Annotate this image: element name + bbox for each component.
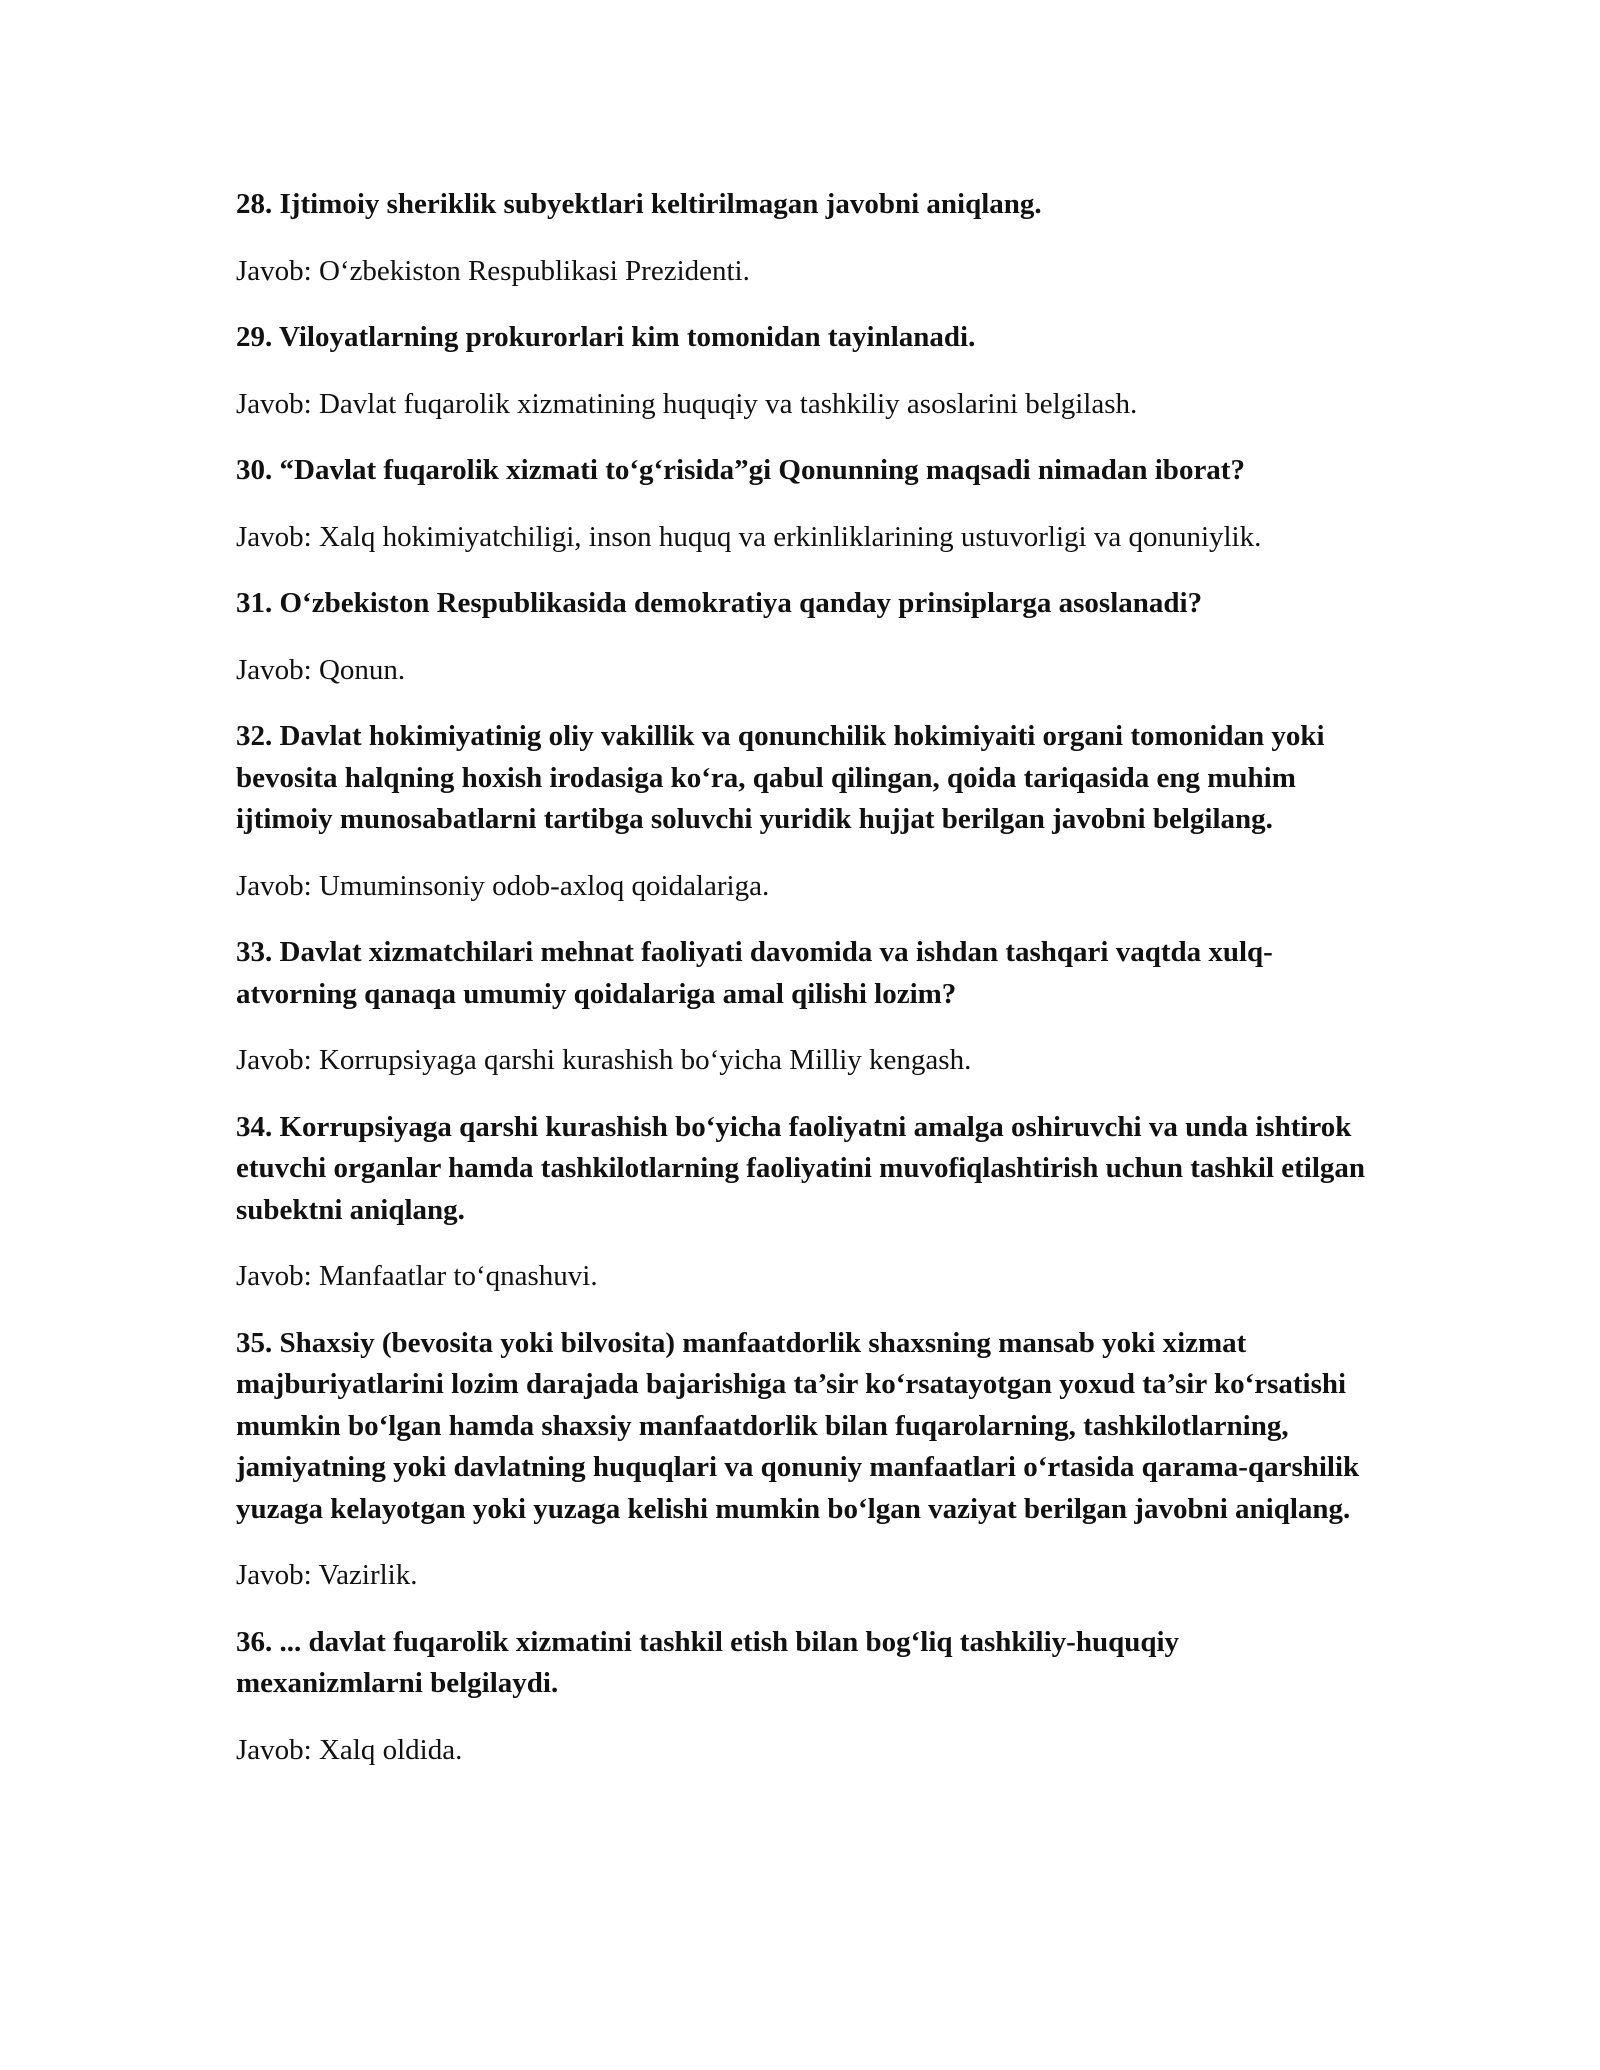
qa-item-28 (236, 184, 1366, 292)
answer-35: Javob: Vazirlik. (236, 1559, 418, 1591)
question-28: 28. Ijtimoiy sheriklik subyektlari keltirilmagan javobni aniqlang. (236, 188, 1042, 220)
qa-item-35 (236, 1323, 1366, 1597)
question-30: 30. “Davlat fuqarolik xizmati to‘g‘risida”gi Qonunning maqsadi nimadan iborat? (236, 454, 1245, 486)
answer-34: Javob: Manfaatlar to‘qnashuvi. (236, 1260, 598, 1292)
question-33: 33. Davlat xizmatchilari mehnat faoliyati davomida va ishdan tashqari vaqtda xulq-atvorning qanaqa umumiy qoidalariga amal qilishi lozim? (236, 936, 1273, 1010)
qa-item-33 (236, 932, 1366, 1082)
qa-item-32 (236, 716, 1366, 907)
answer-32: Javob: Umuminsoniy odob-axloq qoidalariga. (236, 869, 770, 902)
question-31: 31. O‘zbekiston Respublikasida demokratiya qanday prinsiplarga asoslanadi? (236, 587, 1203, 619)
document-page (236, 184, 1366, 1796)
qa-item-31 (236, 583, 1366, 691)
answer-30: Javob: Xalq hokimiyatchiligi, inson huquq va erkinliklarining ustuvorligi va qonuniylik. (236, 520, 1262, 553)
answer-31: Javob: Qonun. (236, 653, 406, 686)
answer-36: Javob: Xalq oldida. (236, 1733, 463, 1766)
answer-33: Javob: Korrupsiyaga qarshi kurashish bo‘yicha Milliy kengash. (236, 1044, 972, 1076)
question-36: 36. ... davlat fuqarolik xizmatini tashkil etish bilan bog‘liq tashkiliy-huquqiy mexanizmlarni belgilaydi. (236, 1625, 1180, 1699)
qa-item-36 (236, 1622, 1366, 1772)
question-35: 35. Shaxsiy (bevosita yoki bilvosita) manfaatdorlik shaxsning mansab yoki xizmat majburiyatlarini lozim darajada bajarishiga ta’sir ko‘rsatayotgan yoxud ta’sir ko‘rsatishi mumkin bo‘lgan hamda shaxsiy manfaatdorlik bilan fuqarolarning, tashkilotlarning, jamiyatning yoki davlatning huquqlari va qonuniy manfaatlari o‘rtasida qarama-qarshilik yuzaga kelayotgan yoki yuzaga kelishi mumkin bo‘lgan vaziyat berilgan javobni aniqlang. (236, 1326, 1360, 1525)
qa-item-29 (236, 317, 1366, 425)
question-29: 29. Viloyatlarning prokurorlari kim tomonidan tayinlanadi. (236, 321, 976, 353)
qa-item-34 (236, 1107, 1366, 1298)
qa-item-30 (236, 450, 1366, 558)
answer-28: Javob: O‘zbekiston Respublikasi Prezidenti. (236, 254, 750, 287)
question-34: 34. Korrupsiyaga qarshi kurashish bo‘yicha faoliyatni amalga oshiruvchi va unda ishtirok etuvchi organlar hamda tashkilotlarning faoliyatini muvofiqlashtirish uchun tashkil etilgan subektni aniqlang. (236, 1110, 1366, 1226)
question-32: 32. Davlat hokimiyatinig oliy vakillik va qonunchilik hokimiyaiti organi tomonidan yoki bevosita halqning hoxish irodasiga ko‘ra, qabul qilingan, qoida tariqasida eng muhim ijtimoiy munosabatlarni tartibga soluvchi yuridik hujjat berilgan javobni belgilang. (236, 720, 1325, 835)
answer-29: Javob: Davlat fuqarolik xizmatining huquqiy va tashkiliy asoslarini belgilash. (236, 387, 1138, 420)
